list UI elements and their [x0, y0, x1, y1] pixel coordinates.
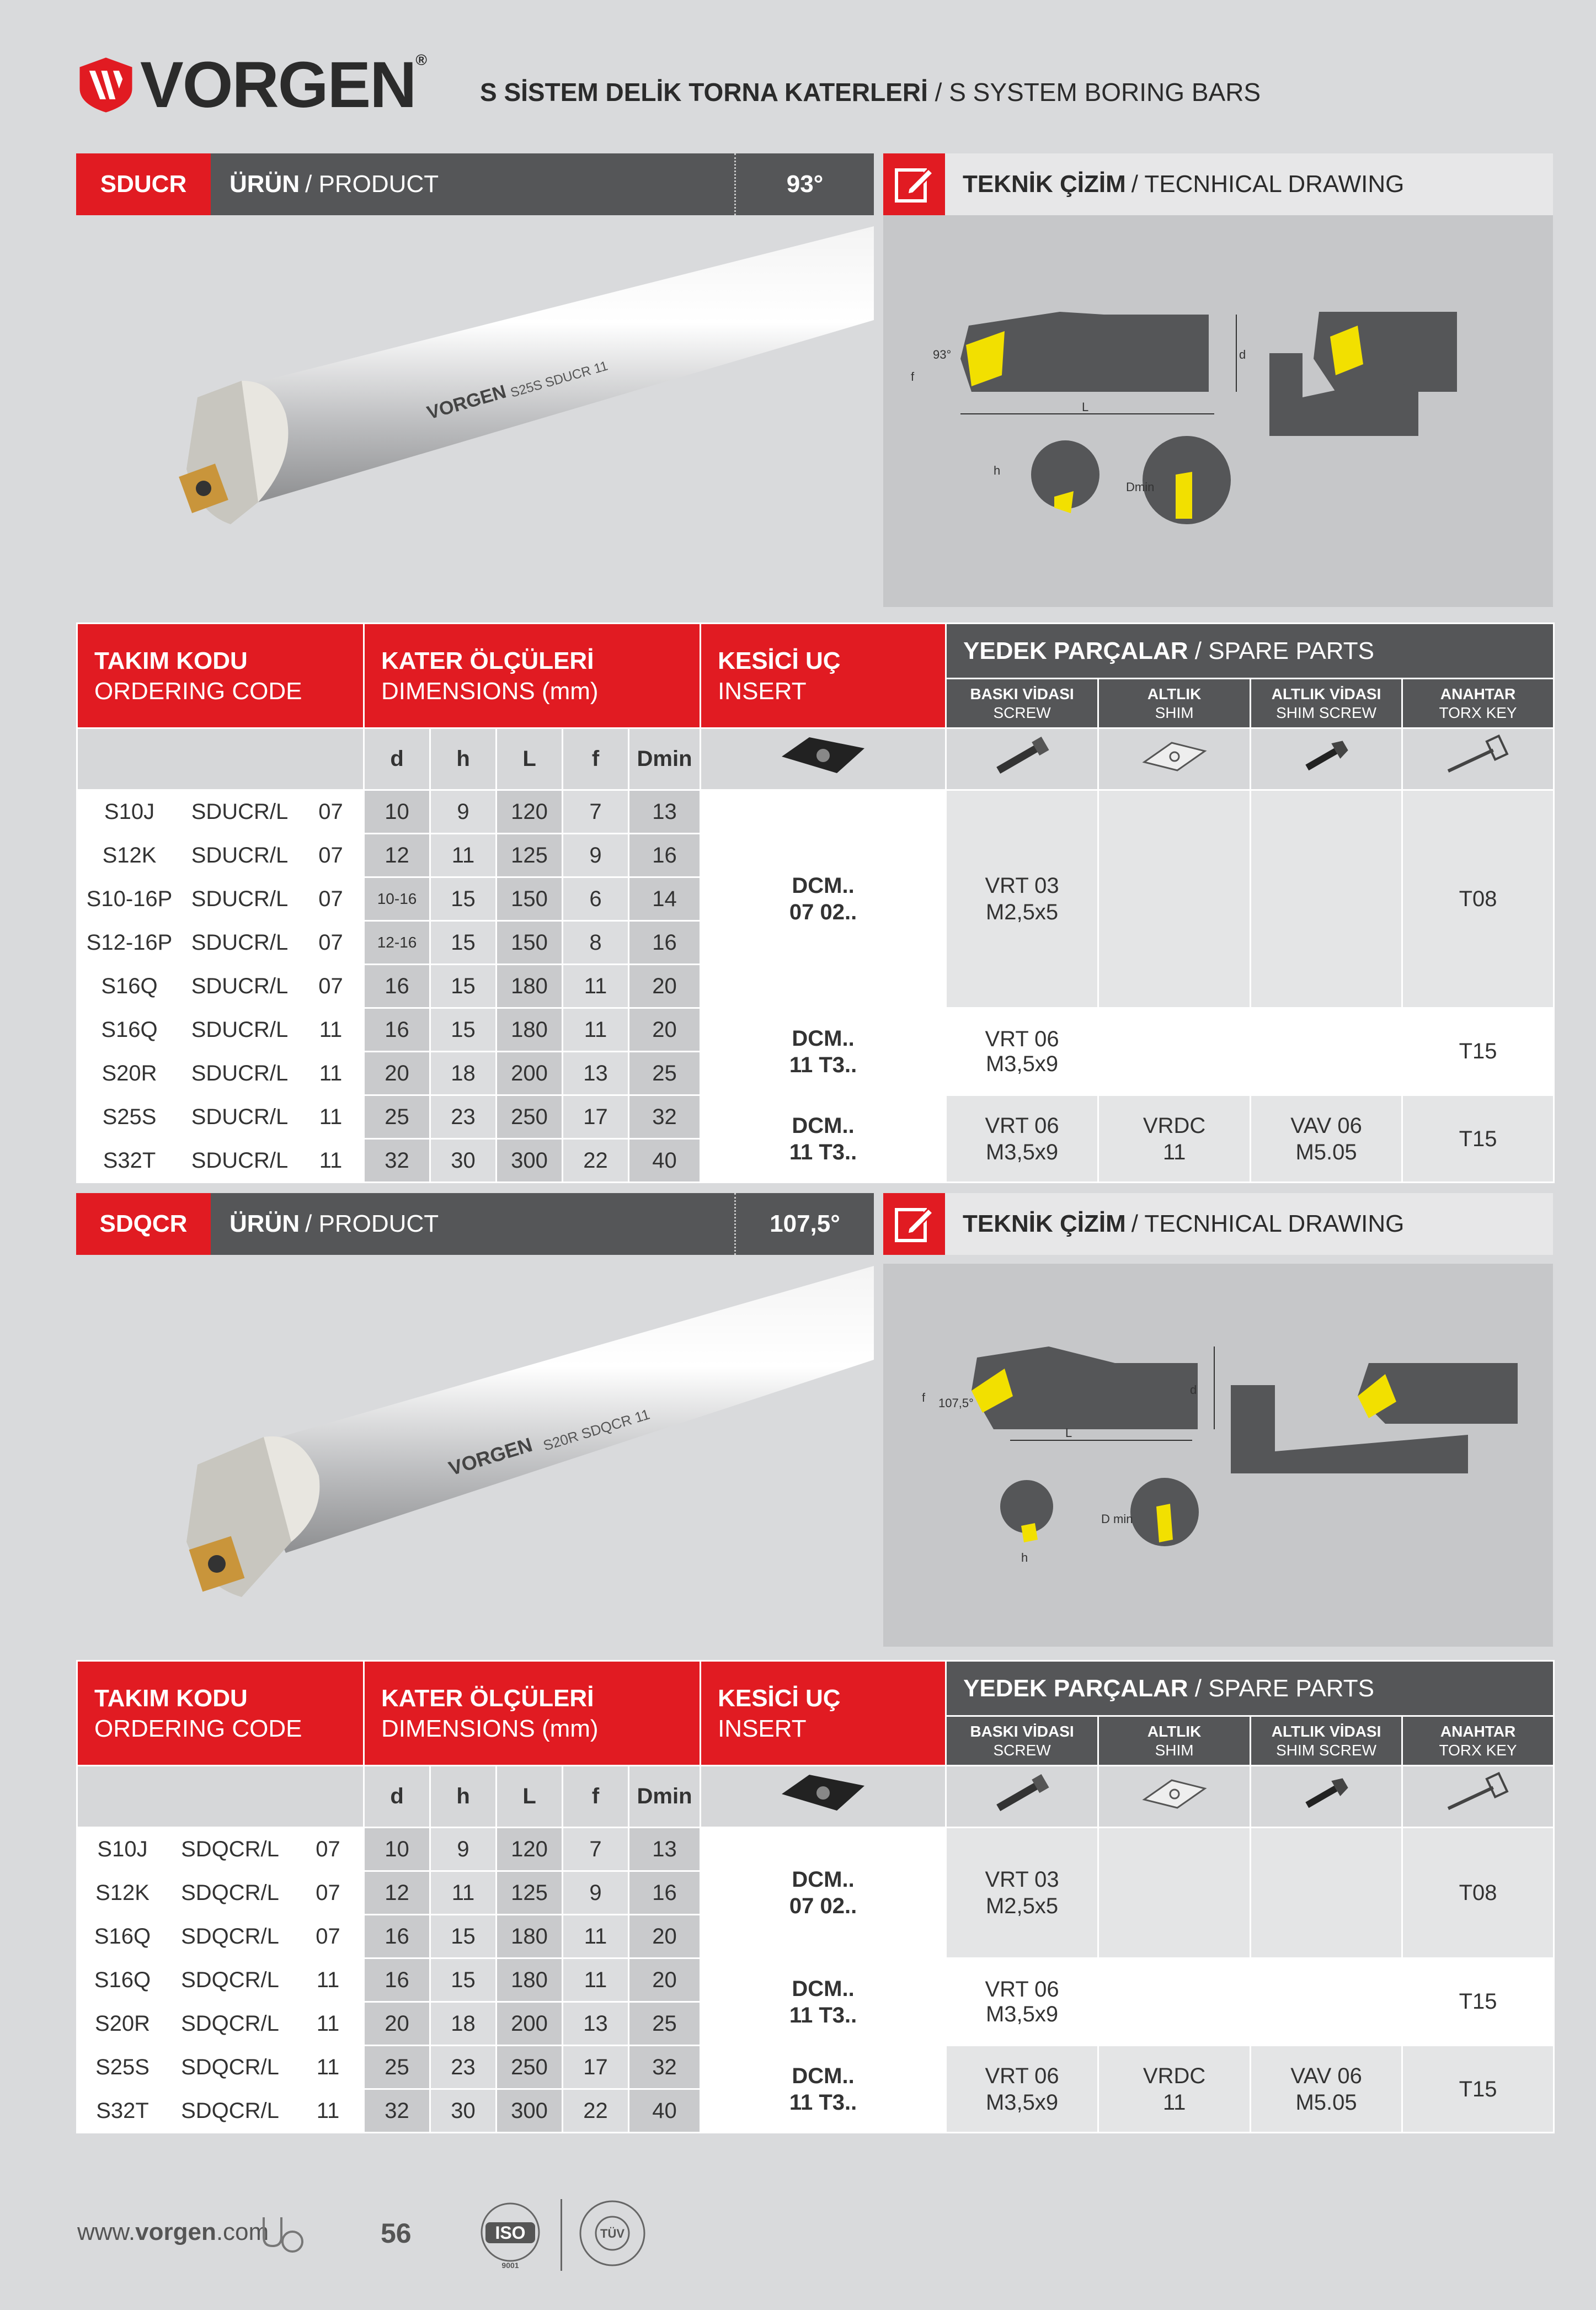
tech-drawing-title: TEKNİK ÇİZİM / TECNHICAL DRAWING — [963, 171, 1405, 198]
size-cell: 07 — [292, 1828, 364, 1871]
d-cell: 32 — [364, 2089, 430, 2133]
size-cell: 11 — [298, 1139, 364, 1183]
size-cell: 11 — [298, 1052, 364, 1095]
insert-cell: DCM.. 07 02.. — [701, 1828, 946, 1958]
dmin-cell: 25 — [629, 2002, 701, 2046]
dmin-cell: 32 — [629, 1095, 701, 1139]
col-f: f — [563, 1766, 629, 1828]
shim-screw-header: ALTLIK VİDASI SHIM SCREW — [1251, 679, 1402, 728]
h-cell: 15 — [430, 1958, 497, 2002]
shim-cell — [1098, 1958, 1251, 2046]
dmin-cell: 13 — [629, 1828, 701, 1871]
technical-drawing-2 — [883, 1264, 1553, 1647]
table-row — [77, 790, 1554, 834]
shim-screw-cell — [1251, 1008, 1402, 1095]
shim-header: ALTLIK SHIM — [1098, 1716, 1251, 1766]
d-cell: 16 — [364, 1915, 430, 1958]
svg-text:f: f — [911, 370, 915, 384]
h-cell: 11 — [430, 1871, 497, 1915]
dmin-cell: 40 — [629, 2089, 701, 2133]
d-cell: 12 — [364, 834, 430, 877]
product-code: SDUCR — [76, 153, 211, 215]
f-cell: 7 — [563, 1828, 629, 1871]
shim-cell — [1098, 790, 1251, 1008]
f-cell: 9 — [563, 834, 629, 877]
dmin-cell: 20 — [629, 1958, 701, 2002]
edit-icon — [883, 1193, 945, 1255]
f-cell: 22 — [563, 2089, 629, 2133]
type-cell: SDUCR/L — [182, 1052, 298, 1095]
dmin-cell: 13 — [629, 790, 701, 834]
torx-key-icon — [1402, 1766, 1554, 1828]
svg-text:ISO: ISO — [495, 2223, 526, 2243]
svg-text:D min: D min — [1101, 1512, 1133, 1526]
screw-header: BASKI VİDASI SCREW — [946, 679, 1098, 728]
shim-screw-cell — [1251, 1828, 1402, 1958]
screw-icon — [946, 728, 1098, 790]
size-cell: 11 — [292, 2046, 364, 2089]
L-cell: 180 — [497, 1915, 563, 1958]
table-row — [77, 1095, 1554, 1139]
type-cell: SDQCR/L — [168, 1828, 292, 1871]
d-cell: 16 — [364, 1958, 430, 2002]
f-cell: 11 — [563, 1958, 629, 2002]
svg-text:f: f — [922, 1391, 926, 1404]
d-cell: 32 — [364, 1139, 430, 1183]
d-cell: 10-16 — [364, 877, 430, 921]
product-bar-1 — [76, 153, 874, 215]
table-row — [77, 2046, 1554, 2089]
col-h: h — [430, 1766, 497, 1828]
code-cell: S10J — [77, 1828, 168, 1871]
size-cell: 07 — [298, 790, 364, 834]
shim-cell: VRDC 11 — [1098, 2046, 1251, 2133]
f-cell: 13 — [563, 1052, 629, 1095]
spare-parts-header: YEDEK PARÇALAR / SPARE PARTS — [946, 1661, 1554, 1716]
shim-screw-cell — [1251, 790, 1402, 1008]
L-cell: 200 — [497, 1052, 563, 1095]
key-cell: T08 — [1402, 1828, 1554, 1958]
f-cell: 17 — [563, 1095, 629, 1139]
col-L: L — [497, 1766, 563, 1828]
tech-drawing-bar-1 — [883, 153, 1553, 215]
insert-cell: DCM.. 11 T3.. — [701, 1958, 946, 2046]
L-cell: 250 — [497, 1095, 563, 1139]
product-bar-2 — [76, 1193, 874, 1255]
L-cell: 150 — [497, 877, 563, 921]
size-cell: 11 — [298, 1095, 364, 1139]
torx-key-icon — [1402, 728, 1554, 790]
shim-screw-cell: VAV 06 M5.05 — [1251, 1095, 1402, 1183]
insert-cell: DCM.. 11 T3.. — [701, 2046, 946, 2133]
dmin-cell: 16 — [629, 921, 701, 965]
col-f: f — [563, 728, 629, 790]
code-cell: S16Q — [77, 965, 182, 1008]
h-cell: 15 — [430, 921, 497, 965]
size-cell: 11 — [292, 2002, 364, 2046]
d-cell: 12 — [364, 1871, 430, 1915]
insert-cell: DCM.. 11 T3.. — [701, 1008, 946, 1095]
size-cell: 07 — [298, 877, 364, 921]
shim-screw-icon — [1251, 728, 1402, 790]
size-cell: 07 — [292, 1871, 364, 1915]
svg-text:107,5°: 107,5° — [938, 1396, 974, 1410]
code-cell: S25S — [77, 2046, 168, 2089]
svg-text:Dmin: Dmin — [1126, 480, 1155, 494]
shim-cell: VRDC 11 — [1098, 1095, 1251, 1183]
code-cell: S32T — [77, 1139, 182, 1183]
ue-mark-icon — [259, 2213, 309, 2257]
brand-name: VORGEN® — [140, 49, 426, 121]
type-cell: SDUCR/L — [182, 790, 298, 834]
insert-icon — [701, 1766, 946, 1828]
dmin-cell: 20 — [629, 1915, 701, 1958]
svg-text:d: d — [1239, 348, 1246, 361]
drawing-svg — [883, 215, 1553, 607]
h-cell: 23 — [430, 2046, 497, 2089]
blank-cell — [77, 728, 364, 790]
table-row — [77, 1828, 1554, 1871]
key-cell: T08 — [1402, 790, 1554, 1008]
svg-text:L: L — [1082, 400, 1089, 414]
iso-certification-icon — [469, 2199, 552, 2271]
key-cell: T15 — [1402, 1095, 1554, 1183]
svg-text:L: L — [1065, 1426, 1072, 1440]
type-cell: SDUCR/L — [182, 965, 298, 1008]
insert-cell: DCM.. 11 T3.. — [701, 1095, 946, 1183]
f-cell: 11 — [563, 1008, 629, 1052]
spec-table-2 — [76, 1660, 1555, 2133]
torx-key-header: ANAHTAR TORX KEY — [1402, 679, 1554, 728]
drawing-svg — [883, 1264, 1553, 1647]
insert-icon — [701, 728, 946, 790]
f-cell: 11 — [563, 1915, 629, 1958]
svg-text:9001: 9001 — [501, 2261, 519, 2270]
L-cell: 120 — [497, 790, 563, 834]
approach-angle: 93° — [734, 153, 874, 215]
L-cell: 150 — [497, 921, 563, 965]
product-label: ÜRÜN / PRODUCT 93° — [211, 153, 874, 215]
code-cell: S12K — [77, 834, 182, 877]
svg-text:S20R SDQCR 11: S20R SDQCR 11 — [541, 1406, 652, 1454]
d-cell: 10 — [364, 790, 430, 834]
size-cell: 11 — [298, 1008, 364, 1052]
h-cell: 18 — [430, 2002, 497, 2046]
d-cell: 20 — [364, 1052, 430, 1095]
code-cell: S25S — [77, 1095, 182, 1139]
dmin-cell: 40 — [629, 1139, 701, 1183]
L-cell: 125 — [497, 1871, 563, 1915]
type-cell: SDUCR/L — [182, 877, 298, 921]
type-cell: SDUCR/L — [182, 1095, 298, 1139]
col-dmin: Dmin — [629, 728, 701, 790]
product-code: SDQCR — [76, 1193, 211, 1255]
dmin-cell: 20 — [629, 1008, 701, 1052]
h-cell: 23 — [430, 1095, 497, 1139]
page-number: 56 — [381, 2218, 412, 2249]
brand-logo — [76, 49, 426, 121]
spec-table-1 — [76, 622, 1555, 1183]
torx-key-header: ANAHTAR TORX KEY — [1402, 1716, 1554, 1766]
d-cell: 16 — [364, 1008, 430, 1052]
size-cell: 11 — [292, 2089, 364, 2133]
technical-drawing-1 — [883, 215, 1553, 607]
shim-icon — [1098, 728, 1251, 790]
h-cell: 9 — [430, 790, 497, 834]
f-cell: 9 — [563, 1871, 629, 1915]
col-L: L — [497, 728, 563, 790]
type-cell: SDQCR/L — [168, 1958, 292, 2002]
svg-text:VORGEN: VORGEN — [446, 1433, 535, 1480]
f-cell: 22 — [563, 1139, 629, 1183]
size-cell: 11 — [292, 1958, 364, 2002]
type-cell: SDQCR/L — [168, 2089, 292, 2133]
L-cell: 180 — [497, 965, 563, 1008]
col-h: h — [430, 728, 497, 790]
shim-screw-cell: VAV 06 M5.05 — [1251, 2046, 1402, 2133]
L-cell: 200 — [497, 2002, 563, 2046]
h-cell: 15 — [430, 877, 497, 921]
code-cell: S12-16P — [77, 921, 182, 965]
f-cell: 7 — [563, 790, 629, 834]
d-cell: 25 — [364, 2046, 430, 2089]
h-cell: 11 — [430, 834, 497, 877]
svg-text:S25S SDUCR 11: S25S SDUCR 11 — [509, 358, 610, 401]
boring-bar-image — [76, 215, 874, 602]
L-cell: 250 — [497, 2046, 563, 2089]
d-cell: 16 — [364, 965, 430, 1008]
code-cell: S10J — [77, 790, 182, 834]
code-cell: S12K — [77, 1871, 168, 1915]
type-cell: SDUCR/L — [182, 1008, 298, 1052]
svg-text:h: h — [994, 464, 1001, 477]
dmin-cell: 14 — [629, 877, 701, 921]
dmin-cell: 16 — [629, 834, 701, 877]
h-cell: 9 — [430, 1828, 497, 1871]
d-cell: 25 — [364, 1095, 430, 1139]
type-cell: SDQCR/L — [168, 2002, 292, 2046]
screw-cell: VRT 06 M3,5x9 — [946, 2046, 1098, 2133]
h-cell: 15 — [430, 965, 497, 1008]
screw-cell: VRT 06 M3,5x9 — [946, 1095, 1098, 1183]
svg-text:h: h — [1021, 1551, 1028, 1564]
footer-divider — [561, 2199, 562, 2271]
L-cell: 120 — [497, 1828, 563, 1871]
h-cell: 15 — [430, 1915, 497, 1958]
product-photo-2 — [76, 1255, 874, 1630]
product-photo-1 — [76, 215, 874, 602]
code-cell: S20R — [77, 2002, 168, 2046]
f-cell: 13 — [563, 2002, 629, 2046]
table-row — [77, 1958, 1554, 2002]
size-cell: 07 — [298, 834, 364, 877]
code-cell: S16Q — [77, 1008, 182, 1052]
key-cell: T15 — [1402, 1008, 1554, 1095]
shim-header: ALTLIK SHIM — [1098, 679, 1251, 728]
key-cell: T15 — [1402, 2046, 1554, 2133]
dmin-cell: 32 — [629, 2046, 701, 2089]
screw-cell: VRT 06 M3,5x9 — [946, 1008, 1098, 1095]
f-cell: 17 — [563, 2046, 629, 2089]
tuv-certification-icon — [574, 2199, 651, 2271]
f-cell: 11 — [563, 965, 629, 1008]
edit-icon — [883, 153, 945, 215]
h-cell: 15 — [430, 1008, 497, 1052]
dimensions-header: KATER ÖLÇÜLERİ DIMENSIONS (mm) — [364, 624, 701, 728]
insert-cell: DCM.. 07 02.. — [701, 790, 946, 1008]
code-cell: S16Q — [77, 1915, 168, 1958]
screw-cell: VRT 03 M2,5x5 — [946, 1828, 1098, 1958]
col-dmin: Dmin — [629, 1766, 701, 1828]
size-cell: 07 — [292, 1915, 364, 1958]
tech-drawing-bar-2 — [883, 1193, 1553, 1255]
shim-icon — [1098, 1766, 1251, 1828]
insert-header: KESİCİ UÇ INSERT — [701, 1661, 946, 1766]
boring-bar-image — [76, 1255, 874, 1630]
h-cell: 30 — [430, 2089, 497, 2133]
spare-parts-header: YEDEK PARÇALAR / SPARE PARTS — [946, 624, 1554, 679]
product-label: ÜRÜN / PRODUCT 107,5° — [211, 1193, 874, 1255]
code-cell: S16Q — [77, 1958, 168, 2002]
code-cell: S10-16P — [77, 877, 182, 921]
type-cell: SDUCR/L — [182, 834, 298, 877]
dmin-cell: 16 — [629, 1871, 701, 1915]
shim-cell — [1098, 1828, 1251, 1958]
blank-cell — [77, 1766, 364, 1828]
d-cell: 20 — [364, 2002, 430, 2046]
L-cell: 125 — [497, 834, 563, 877]
screw-icon — [946, 1766, 1098, 1828]
L-cell: 180 — [497, 1958, 563, 2002]
col-d: d — [364, 1766, 430, 1828]
L-cell: 180 — [497, 1008, 563, 1052]
dimensions-header: KATER ÖLÇÜLERİ DIMENSIONS (mm) — [364, 1661, 701, 1766]
h-cell: 18 — [430, 1052, 497, 1095]
f-cell: 8 — [563, 921, 629, 965]
screw-cell: VRT 03 M2,5x5 — [946, 790, 1098, 1008]
shim-screw-header: ALTLIK VİDASI SHIM SCREW — [1251, 1716, 1402, 1766]
dmin-cell: 20 — [629, 965, 701, 1008]
size-cell: 07 — [298, 921, 364, 965]
key-cell: T15 — [1402, 1958, 1554, 2046]
page-title: S SİSTEM DELİK TORNA KATERLERİ / S SYSTEM BORING BARS — [480, 78, 1261, 107]
L-cell: 300 — [497, 2089, 563, 2133]
code-cell: S32T — [77, 2089, 168, 2133]
f-cell: 6 — [563, 877, 629, 921]
vorgen-logo-icon — [76, 55, 136, 115]
tech-drawing-title: TEKNİK ÇİZİM / TECNHICAL DRAWING — [963, 1210, 1405, 1237]
shim-cell — [1098, 1008, 1251, 1095]
type-cell: SDUCR/L — [182, 921, 298, 965]
ordering-code-header: TAKIM KODU ORDERING CODE — [77, 624, 364, 728]
dmin-cell: 25 — [629, 1052, 701, 1095]
svg-text:TÜV: TÜV — [600, 2227, 624, 2240]
col-d: d — [364, 728, 430, 790]
shim-screw-icon — [1251, 1766, 1402, 1828]
table-row — [77, 1008, 1554, 1052]
ordering-code-header: TAKIM KODU ORDERING CODE — [77, 1661, 364, 1766]
screw-cell: VRT 06 M3,5x9 — [946, 1958, 1098, 2046]
size-cell: 07 — [298, 965, 364, 1008]
type-cell: SDQCR/L — [168, 2046, 292, 2089]
code-cell: S20R — [77, 1052, 182, 1095]
type-cell: SDUCR/L — [182, 1139, 298, 1183]
type-cell: SDQCR/L — [168, 1871, 292, 1915]
screw-header: BASKI VİDASI SCREW — [946, 1716, 1098, 1766]
approach-angle: 107,5° — [734, 1193, 874, 1255]
svg-text:VORGEN: VORGEN — [424, 381, 509, 424]
svg-text:d: d — [1190, 1383, 1197, 1397]
svg-text:93°: 93° — [933, 348, 952, 361]
h-cell: 30 — [430, 1139, 497, 1183]
type-cell: SDQCR/L — [168, 1915, 292, 1958]
website-url[interactable]: www.vorgen.com — [77, 2218, 269, 2245]
insert-header: KESİCİ UÇ INSERT — [701, 624, 946, 728]
shim-screw-cell — [1251, 1958, 1402, 2046]
d-cell: 10 — [364, 1828, 430, 1871]
L-cell: 300 — [497, 1139, 563, 1183]
d-cell: 12-16 — [364, 921, 430, 965]
